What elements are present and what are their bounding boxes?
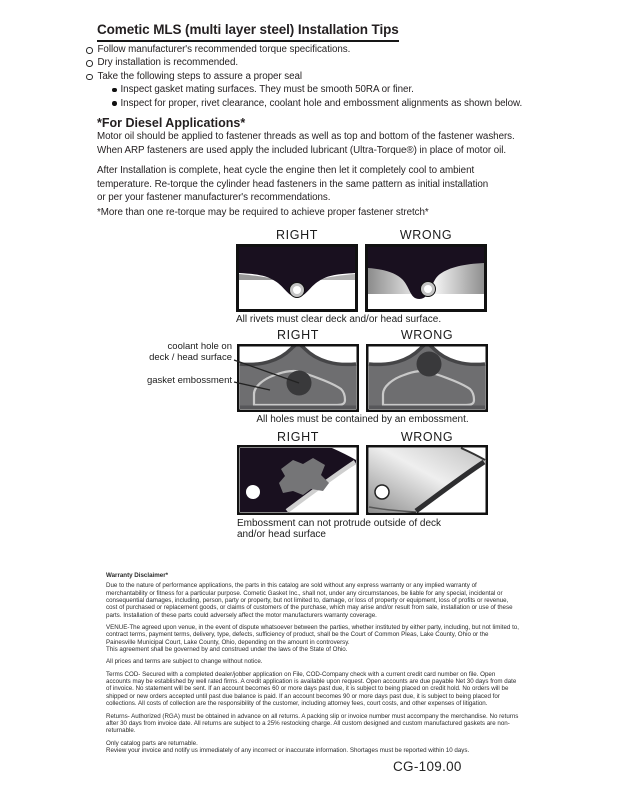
diagram-row3-right-panel — [237, 445, 359, 515]
warranty-paragraph: Due to the nature of performance applications, the parts in this catalog are sold without any express warranty or any implied warranty of merchantability or fitness for a particular purpose. Cometic Gasket Inc., shall not, under any circumstances, be liable for any special, incidental or consequential damages, including, person, party or property, but not limited to, damage, or loss of property or equipment, loss of profits or revenue, cost of purchased or replacement goods, or claims of customers of the purchase, which may arise and/or result from sale, installation or use of these parts. Installation of these parts could adversely affect the motor manufacturers warranty coverage. — [106, 582, 513, 619]
row3-caption — [237, 518, 441, 540]
list-item-text: Follow manufacturer's recommended torque specifications. — [97, 44, 351, 55]
row1-right-label: RIGHT — [276, 228, 318, 242]
diagram-row1-right-panel — [236, 244, 358, 312]
paragraph-line: When ARP fasteners are used apply the included lubricant (Ultra-Torque®) in place of motor oil. — [97, 144, 507, 156]
retorque-note: *More than one re-torque may be required to achieve proper fastener stretch* — [97, 207, 429, 218]
diesel-paragraph-oil — [97, 130, 515, 157]
install-tips-list — [86, 44, 522, 111]
list-item-text: Take the following steps to assure a proper seal — [97, 70, 303, 82]
diagram-row2-right-panel — [237, 344, 359, 412]
prices-line: All prices and terms are subject to change without notice. — [106, 658, 263, 666]
coolant-hole-label-line1: coolant hole on — [167, 341, 232, 352]
paragraph-line: After Installation is complete, heat cycle the engine then let it completely cool to ambient — [97, 165, 475, 176]
review-invoice-line: Review your invoice and notify us immediately of any incorrect or inaccurate information. Shortages must be reported within 10 days. — [106, 746, 470, 754]
hole-embossment-right-illustration — [237, 344, 359, 412]
venue-paragraph: VENUE-The agreed upon venue, in the event of dispute whatsoever between the parties, whether instituted by either party, including, but not limited to, contract terms, payment terms, delivery, type, defects, sufficiency of product, shall be the Court of Common Pleas, Lake County, Ohio or the Painesville Municipal Court, Lake County, Ohio, depending on the amount in controversy. — [106, 624, 519, 646]
open-bullet-icon — [86, 74, 93, 81]
filled-bullet-icon — [112, 88, 117, 93]
governing-law-line: This agreement shall be governed by and construed under the laws of the State of Ohio. — [106, 646, 348, 654]
list-item-text: Inspect for proper, rivet clearance, coolant hole and embossment alignments as shown below. — [120, 97, 523, 109]
paragraph-line: or per your fastener manufacturer's recommendations. — [97, 192, 331, 203]
row3-right-label: RIGHT — [277, 430, 319, 444]
list-item — [86, 71, 522, 84]
open-bullet-icon — [86, 60, 93, 67]
row1-caption: All rivets must clear deck and/or head surface. — [236, 314, 442, 325]
row1-wrong-label: WRONG — [399, 228, 453, 242]
legal-disclaimer-block — [106, 572, 519, 754]
list-item — [86, 57, 522, 70]
open-bullet-icon — [86, 47, 93, 54]
catalog-returnable-line: Only catalog parts are returnable. — [106, 739, 198, 747]
caption-line: and/or head surface — [237, 529, 326, 540]
diagram-row3-wrong-panel — [366, 445, 488, 515]
diesel-applications-heading: *For Diesel Applications* — [97, 116, 246, 130]
sub-list-item — [112, 84, 522, 98]
row2-right-label: RIGHT — [277, 328, 319, 342]
caption-line: Embossment can not protrude outside of deck — [237, 518, 442, 529]
filled-bullet-icon — [112, 101, 117, 106]
protrusion-wrong-illustration — [366, 445, 488, 515]
diagram-row2-wrong-panel — [366, 344, 488, 412]
paragraph-line: Motor oil should be applied to fastener threads as well as top and bottom of the fastener washers. — [97, 131, 515, 142]
list-item-text: Inspect gasket mating surfaces. They must be smooth 50RA or finer. — [120, 84, 414, 96]
row2-caption: All holes must be contained by an embossment. — [256, 414, 469, 425]
paragraph-line: temperature. Re-torque the cylinder head fasteners in the same pattern as initial installation — [97, 178, 489, 190]
page-title: Cometic MLS (multi layer steel) Installation Tips — [97, 22, 399, 42]
coolant-hole-label-line2: deck / head surface — [149, 352, 232, 363]
list-item — [86, 44, 522, 57]
gasket-embossment-label: gasket embossment — [146, 375, 232, 386]
diesel-paragraph-retorque — [97, 164, 488, 205]
rivet-clear-right-illustration — [236, 244, 358, 312]
protrusion-right-illustration — [237, 445, 359, 515]
warranty-disclaimer-heading: Warranty Disclaimer* — [106, 572, 169, 579]
hole-embossment-wrong-illustration — [366, 344, 488, 412]
page-number: CG-109.00 — [393, 759, 462, 774]
row3-wrong-label: WRONG — [400, 430, 454, 444]
diagram-row1-wrong-panel — [365, 244, 487, 312]
row2-wrong-label: WRONG — [400, 328, 454, 342]
sub-list-item — [112, 98, 522, 112]
terms-paragraph: Terms COD- Secured with a completed dealer/jobber application on File, COD-Company check with a current credit card number on file. Open accounts may be established by well rated firms. A credit application is available upon request. Open accounts are due payable Net 30 days from date of invoice. No statement will be sent. If an account becomes 60 or more days past due, it is subject to being placed on credit hold. No orders will be shipped or new orders accepted until past due balance is paid. If an account becomes 90 or more days past due, it is subject to being placed for collections. All costs of collection are the responsibility of the customer, including attorney fees, court costs, and other expenses of litigation. — [106, 670, 517, 708]
returns-paragraph: Returns- Authorized (RGA) must be obtained in advance on all returns. A packing slip or invoice number must accompany the merchandise. No returns after 30 days from invoice date. All returns are subject to a 25% restocking charge. All custom designed and custom manufactured gaskets are non-returnable. — [106, 712, 519, 735]
rivet-clear-wrong-illustration — [365, 244, 487, 312]
list-item-text: Dry installation is recommended. — [97, 57, 239, 69]
